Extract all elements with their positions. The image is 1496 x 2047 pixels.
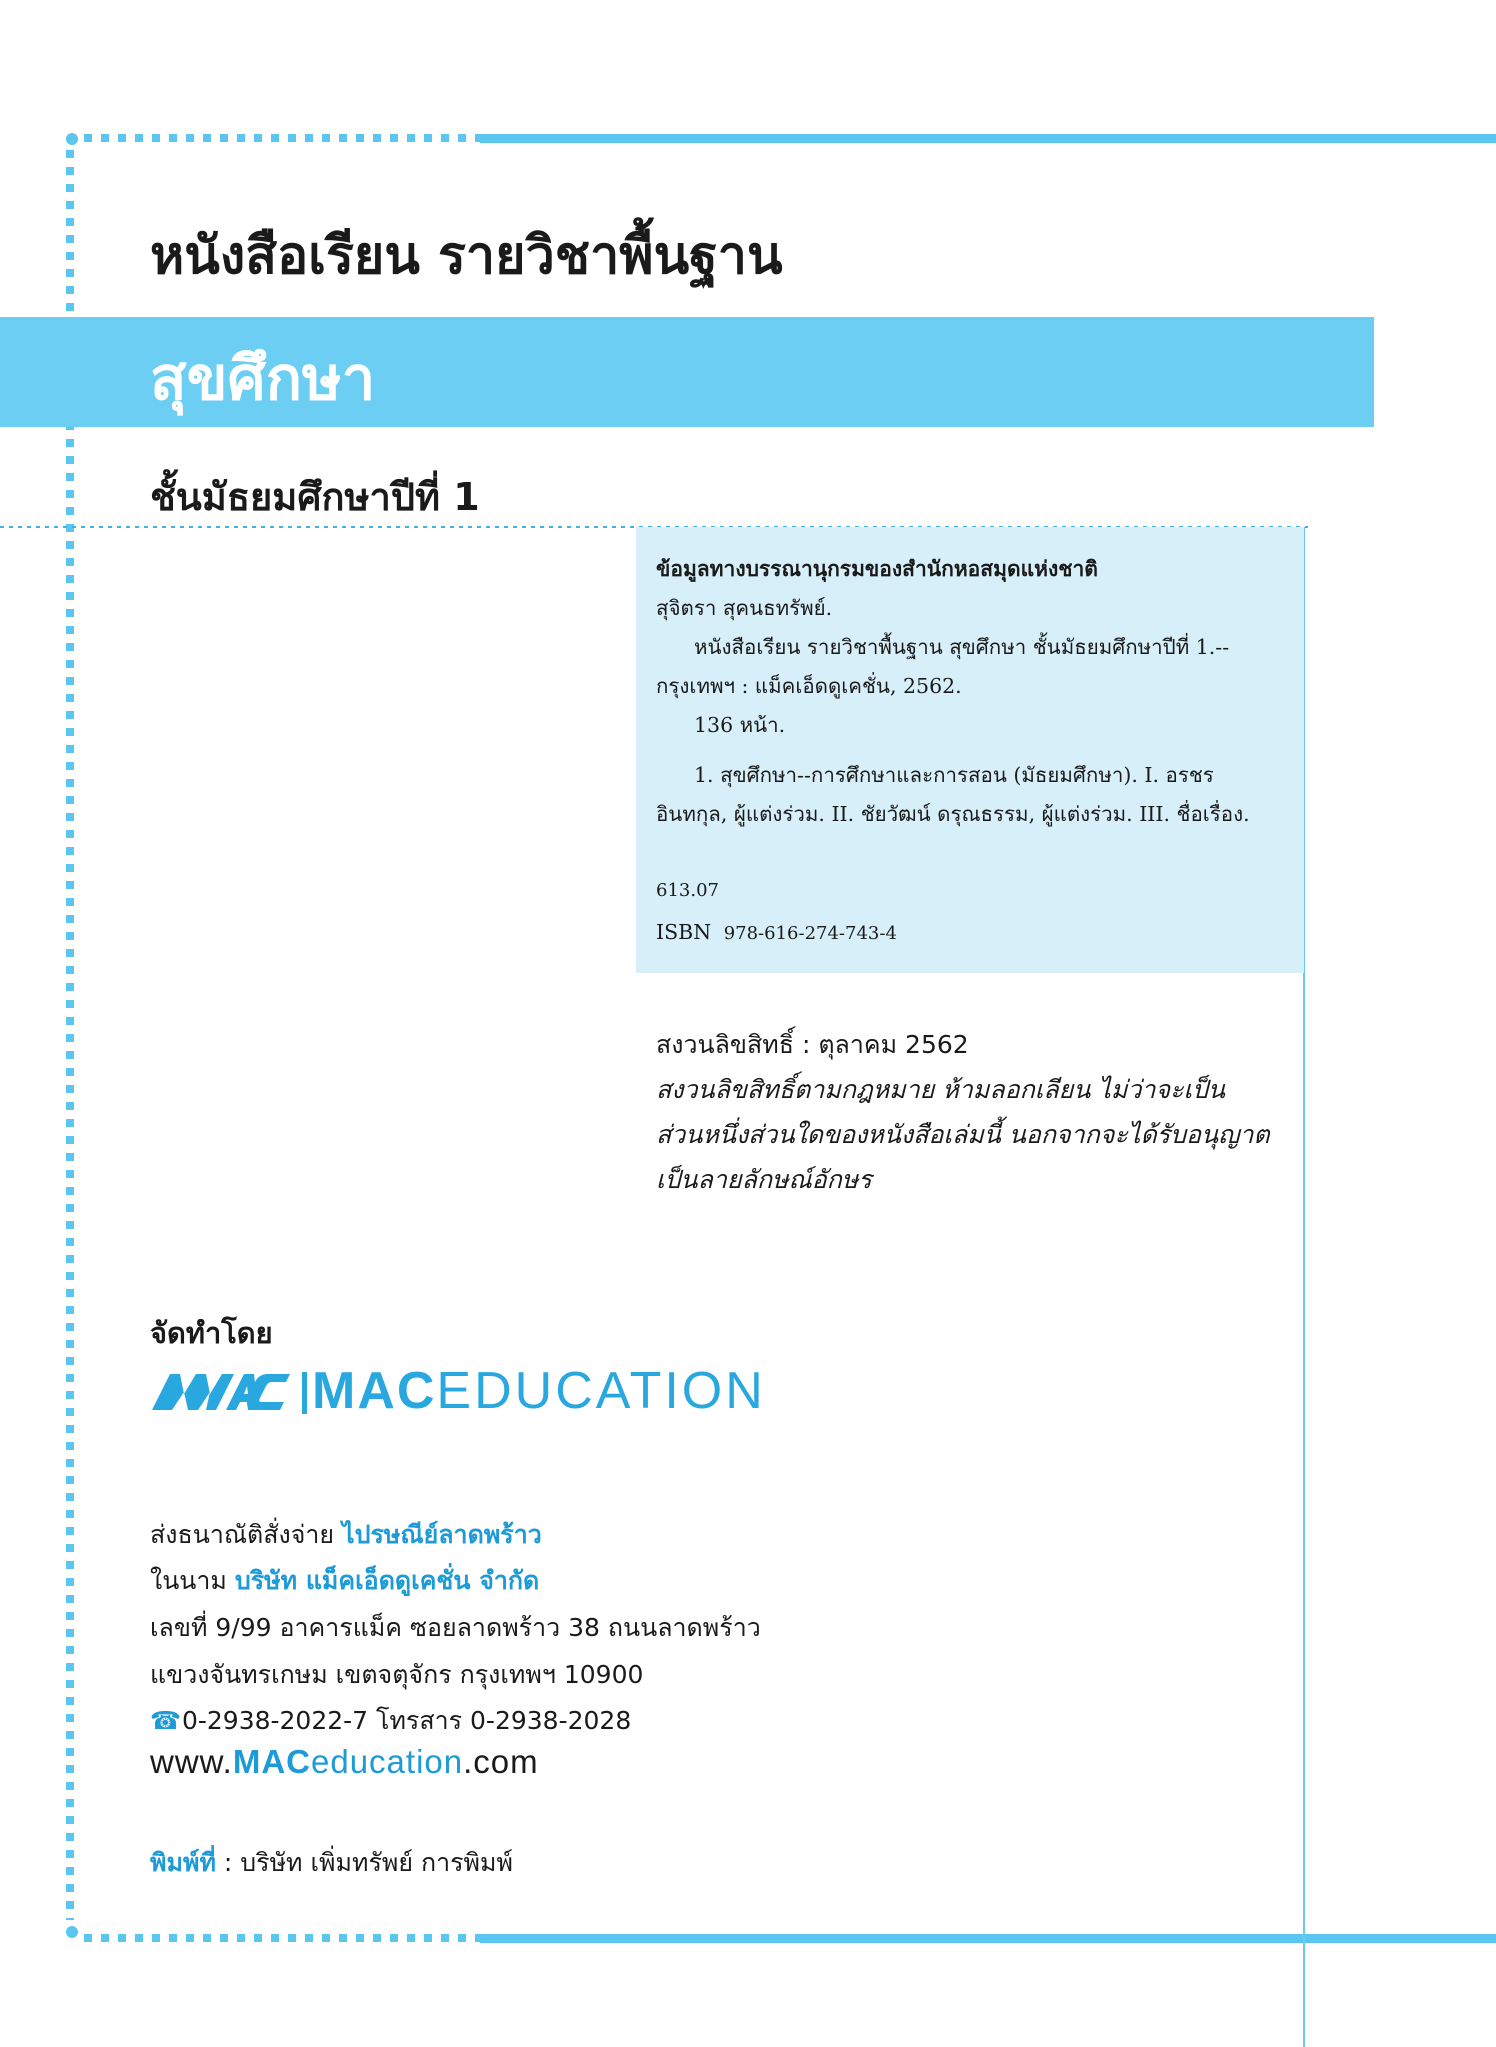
phone-numbers: 0-2938-2022-7 โทรสาร 0-2938-2028 — [181, 1706, 632, 1735]
payment-office: ไปรษณีย์ลาดพร้าว — [342, 1520, 542, 1549]
cip-subject-line1: 1. สุขศึกษา--การศึกษาและการสอน (มัธยมศึกษา). I. อรชร — [694, 763, 1214, 787]
cip-isbn-value: 978-616-274-743-4 — [723, 923, 897, 944]
frame-corner-top — [66, 133, 78, 145]
frame-top-dashes — [84, 134, 480, 142]
cip-isbn-line — [656, 920, 897, 944]
logo-divider — [302, 1372, 307, 1414]
logo-mac-text: MAC — [312, 1362, 437, 1420]
frame-bottom-solid — [480, 1934, 1496, 1943]
cip-data-box — [636, 527, 1304, 973]
copyright-notice-line3: เป็นลายลักษณ์อักษร — [656, 1165, 872, 1194]
payee-line — [150, 1561, 539, 1601]
copyright-date: สงวนลิขสิทธิ์ : ตุลาคม 2562 — [656, 1030, 969, 1059]
phone-icon: ☎ — [150, 1706, 182, 1735]
grade-level: ชั้นมัธยมศึกษาปีที่ 1 — [150, 475, 480, 519]
prepared-by-label: จัดทำโดย — [150, 1316, 273, 1350]
copyright-notice-line1: สงวนลิขสิทธิ์ตามกฎหมาย ห้ามลอกเลียน ไม่ว่าจะเป็น — [656, 1075, 1225, 1104]
cip-pages: 136 หน้า. — [694, 713, 786, 737]
logo-wordmark — [312, 1361, 766, 1421]
cip-author: สุจิตรา สุคนธทรัพย์. — [656, 596, 833, 620]
subject-band — [0, 317, 1374, 427]
printer-sep: : — [223, 1848, 233, 1877]
web-mid: education — [311, 1743, 464, 1780]
printer-line — [150, 1843, 513, 1883]
web-prefix: www. — [150, 1743, 233, 1780]
cip-subject-line2: อินทกุล, ผู้แต่งร่วม. II. ชัยวัฒน์ ดรุณธรรม, ผู้แต่งร่วม. III. ชื่อเรื่อง. — [656, 802, 1250, 826]
mac-logo-icon — [150, 1368, 296, 1414]
cip-heading: ข้อมูลทางบรรณานุกรมของสำนักหอสมุดแห่งชาติ — [656, 557, 1098, 581]
cip-classification: 613.07 — [656, 880, 719, 901]
logo-education-text: EDUCATION — [436, 1362, 766, 1420]
book-title: หนังสือเรียน รายวิชาพื้นฐาน — [150, 226, 783, 286]
payee-name: บริษัท แม็คเอ็ดดูเคชั่น จำกัด — [234, 1566, 540, 1595]
printer-label: พิมพ์ที่ — [150, 1848, 216, 1877]
cip-title-line1: หนังสือเรียน รายวิชาพื้นฐาน สุขศึกษา ชั้นมัธยมศึกษาปีที่ 1.-- — [694, 635, 1230, 659]
subject-title: สุขศึกษา — [150, 344, 376, 414]
frame-bottom-dashes — [84, 1934, 480, 1942]
cip-title-line2: กรุงเทพฯ : แม็คเอ็ดดูเคชั่น, 2562. — [656, 674, 962, 698]
payment-prefix: ส่งธนาณัติสั่งจ่าย — [150, 1520, 335, 1549]
frame-corner-bottom — [66, 1926, 78, 1938]
cip-isbn-label: ISBN — [656, 920, 712, 944]
payment-line — [150, 1515, 542, 1555]
web-brand: MAC — [232, 1743, 311, 1780]
payee-prefix: ในนาม — [150, 1566, 227, 1595]
address-line2: แขวงจันทรเกษม เขตจตุจักร กรุงเทพฯ 10900 — [150, 1660, 644, 1689]
address-line1: เลขที่ 9/99 อาคารแม็ค ซอยลาดพร้าว 38 ถนนลาดพร้าว — [150, 1613, 761, 1642]
phone-line — [150, 1701, 631, 1741]
copyright-notice-line2: ส่วนหนึ่งส่วนใดของหนังสือเล่มนี้ นอกจากจะได้รับอนุญาต — [656, 1120, 1270, 1149]
web-suffix: .com — [463, 1743, 539, 1780]
printer-name: บริษัท เพิ่มทรัพย์ การพิมพ์ — [240, 1848, 513, 1877]
website[interactable] — [150, 1743, 539, 1781]
frame-top-solid — [480, 134, 1496, 143]
